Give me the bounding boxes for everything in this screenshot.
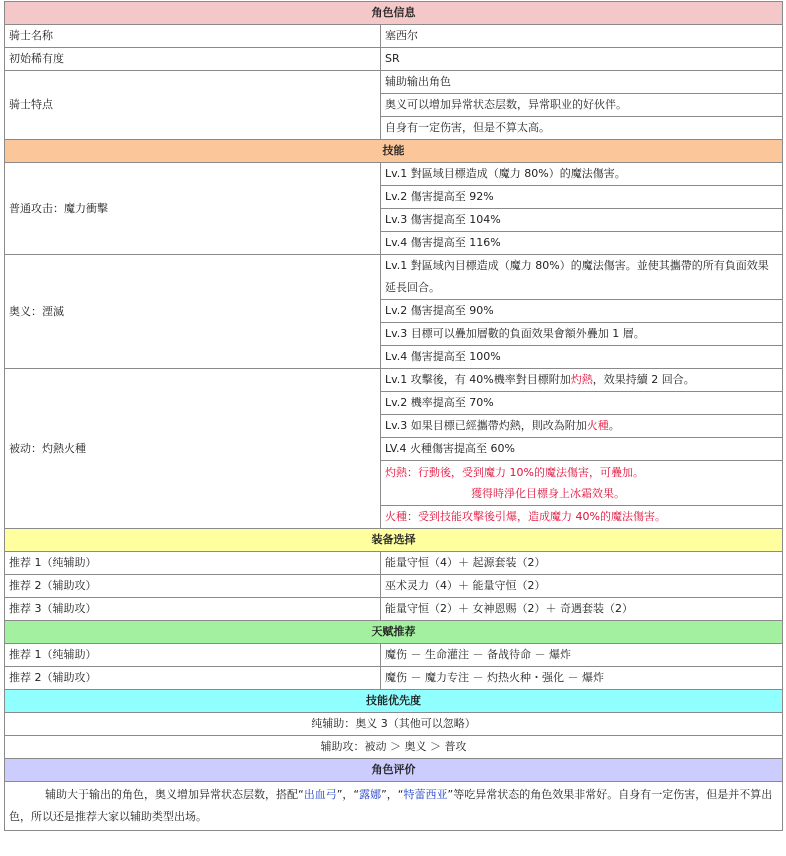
passive-lv1-tail: ，效果持續 2 回合。 bbox=[592, 373, 695, 386]
section-title: 天赋推荐 bbox=[5, 621, 783, 644]
table-row bbox=[5, 736, 783, 759]
skill-level: Lv.4 傷害提高至 116% bbox=[381, 232, 783, 255]
character-guide-table bbox=[4, 1, 783, 831]
skill-name: 被动：灼熱火種 bbox=[5, 369, 381, 529]
table-row bbox=[5, 255, 783, 300]
section-header-role-info bbox=[5, 2, 783, 25]
section-header-skills bbox=[5, 140, 783, 163]
skill-level: Lv.3 傷害提高至 104% bbox=[381, 209, 783, 232]
character-link-teresia[interactable]: 特蕾西亚 bbox=[403, 788, 448, 801]
table-row bbox=[5, 163, 783, 186]
row-value: 魔伤 － 生命灌注 － 备战待命 － 爆炸 bbox=[381, 644, 783, 667]
status-keyword: 火種 bbox=[586, 419, 609, 432]
table-row bbox=[5, 25, 783, 48]
character-link-luna[interactable]: 露娜 bbox=[359, 788, 382, 801]
review-segment: ”，“ bbox=[381, 788, 404, 801]
row-value: 能量守恒（4）＋ 起源套装（2） bbox=[381, 552, 783, 575]
review-segment: ”，“ bbox=[336, 788, 360, 801]
table-row bbox=[5, 644, 783, 667]
table-row bbox=[5, 71, 783, 94]
passive-lv3-text: Lv.3 如果目標已經攜帶灼熱，則改為附加 bbox=[385, 419, 587, 432]
character-table-container bbox=[4, 1, 782, 831]
table-row bbox=[5, 713, 783, 736]
section-title: 角色评价 bbox=[5, 759, 783, 782]
table-row bbox=[5, 667, 783, 690]
skill-level: Lv.3 目標可以疊加層數的負面效果會額外疊加 1 層。 bbox=[381, 323, 783, 346]
table-row bbox=[5, 598, 783, 621]
row-value: SR bbox=[381, 48, 783, 71]
table-row bbox=[5, 552, 783, 575]
skill-level: Lv.4 傷害提高至 100% bbox=[381, 346, 783, 369]
section-title: 角色信息 bbox=[5, 2, 783, 25]
section-title: 技能 bbox=[5, 140, 783, 163]
priority-item: 纯辅助：奥义 3（其他可以忽略） bbox=[5, 713, 783, 736]
row-value: 魔伤 － 魔力专注 － 灼热火种・强化 － 爆炸 bbox=[381, 667, 783, 690]
trait-item: 辅助输出角色 bbox=[381, 71, 783, 94]
skill-name: 奥义：湮滅 bbox=[5, 255, 381, 369]
section-header-priority bbox=[5, 690, 783, 713]
trait-item: 奥义可以增加异常状态层数，异常职业的好伙伴。 bbox=[381, 94, 783, 117]
section-header-review bbox=[5, 759, 783, 782]
table-row bbox=[5, 48, 783, 71]
skill-level: Lv.1 對區域內目標造成（魔力 80%）的魔法傷害。並使其攜帶的所有負面效果延長回合。 bbox=[381, 255, 783, 300]
passive-lv1-text: Lv.1 攻擊後，有 40%機率對目標附加 bbox=[385, 373, 571, 386]
skill-level: Lv.1 對區域目標造成（魔力 80%）的魔法傷害。 bbox=[381, 163, 783, 186]
section-header-equipment bbox=[5, 529, 783, 552]
table-row bbox=[5, 782, 783, 831]
status-keyword: 灼熱 bbox=[570, 373, 593, 386]
status-note-line: 獲得時淨化目標身上冰霜效果。 bbox=[471, 487, 625, 500]
row-label: 初始稀有度 bbox=[5, 48, 381, 71]
priority-item: 辅助攻：被动 ＞ 奥义 ＞ 普攻 bbox=[5, 736, 783, 759]
row-label: 推荐 2（辅助攻） bbox=[5, 575, 381, 598]
skill-name: 普通攻击：魔力衝擊 bbox=[5, 163, 381, 255]
row-value: 塞西尔 bbox=[381, 25, 783, 48]
skill-level: LV.4 火種傷害提高至 60% bbox=[381, 438, 783, 461]
skill-level bbox=[381, 415, 783, 438]
status-note-line: 灼熱：行動後，受到魔力 10%的魔法傷害，可疊加。 bbox=[385, 466, 644, 479]
review-segment: ”等吃异常状态的角色效果非常好。自身有一定伤害，但是并不算出色，所以还是推荐大家以辅助类型出场。 bbox=[9, 788, 773, 823]
table-row bbox=[5, 369, 783, 392]
row-label: 骑士名称 bbox=[5, 25, 381, 48]
review-text bbox=[5, 782, 783, 831]
row-label: 推荐 3（辅助攻） bbox=[5, 598, 381, 621]
review-segment: 辅助大于输出的角色，奥义增加异常状态层数，搭配“ bbox=[45, 788, 304, 801]
skill-level bbox=[381, 369, 783, 392]
section-header-talents bbox=[5, 621, 783, 644]
row-label: 推荐 1（纯辅助） bbox=[5, 552, 381, 575]
row-label: 推荐 2（辅助攻） bbox=[5, 667, 381, 690]
trait-item: 自身有一定伤害，但是不算太高。 bbox=[381, 117, 783, 140]
skill-level: Lv.2 機率提高至 70% bbox=[381, 392, 783, 415]
row-value: 巫术灵力（4）＋ 能量守恒（2） bbox=[381, 575, 783, 598]
status-note bbox=[381, 461, 783, 506]
passive-lv3-tail: 。 bbox=[608, 419, 620, 432]
character-link-bleed-bow[interactable]: 出血弓 bbox=[303, 788, 337, 801]
skill-level: Lv.2 傷害提高至 92% bbox=[381, 186, 783, 209]
section-title: 技能优先度 bbox=[5, 690, 783, 713]
skill-level: Lv.2 傷害提高至 90% bbox=[381, 300, 783, 323]
row-value: 能量守恒（2）＋ 女神恩赐（2）＋ 奇遇套装（2） bbox=[381, 598, 783, 621]
section-title: 装备选择 bbox=[5, 529, 783, 552]
table-row bbox=[5, 575, 783, 598]
status-note: 火種：受到技能攻擊後引爆，造成魔力 40%的魔法傷害。 bbox=[381, 506, 783, 529]
row-label: 推荐 1（纯辅助） bbox=[5, 644, 381, 667]
row-label: 骑士特点 bbox=[5, 71, 381, 140]
